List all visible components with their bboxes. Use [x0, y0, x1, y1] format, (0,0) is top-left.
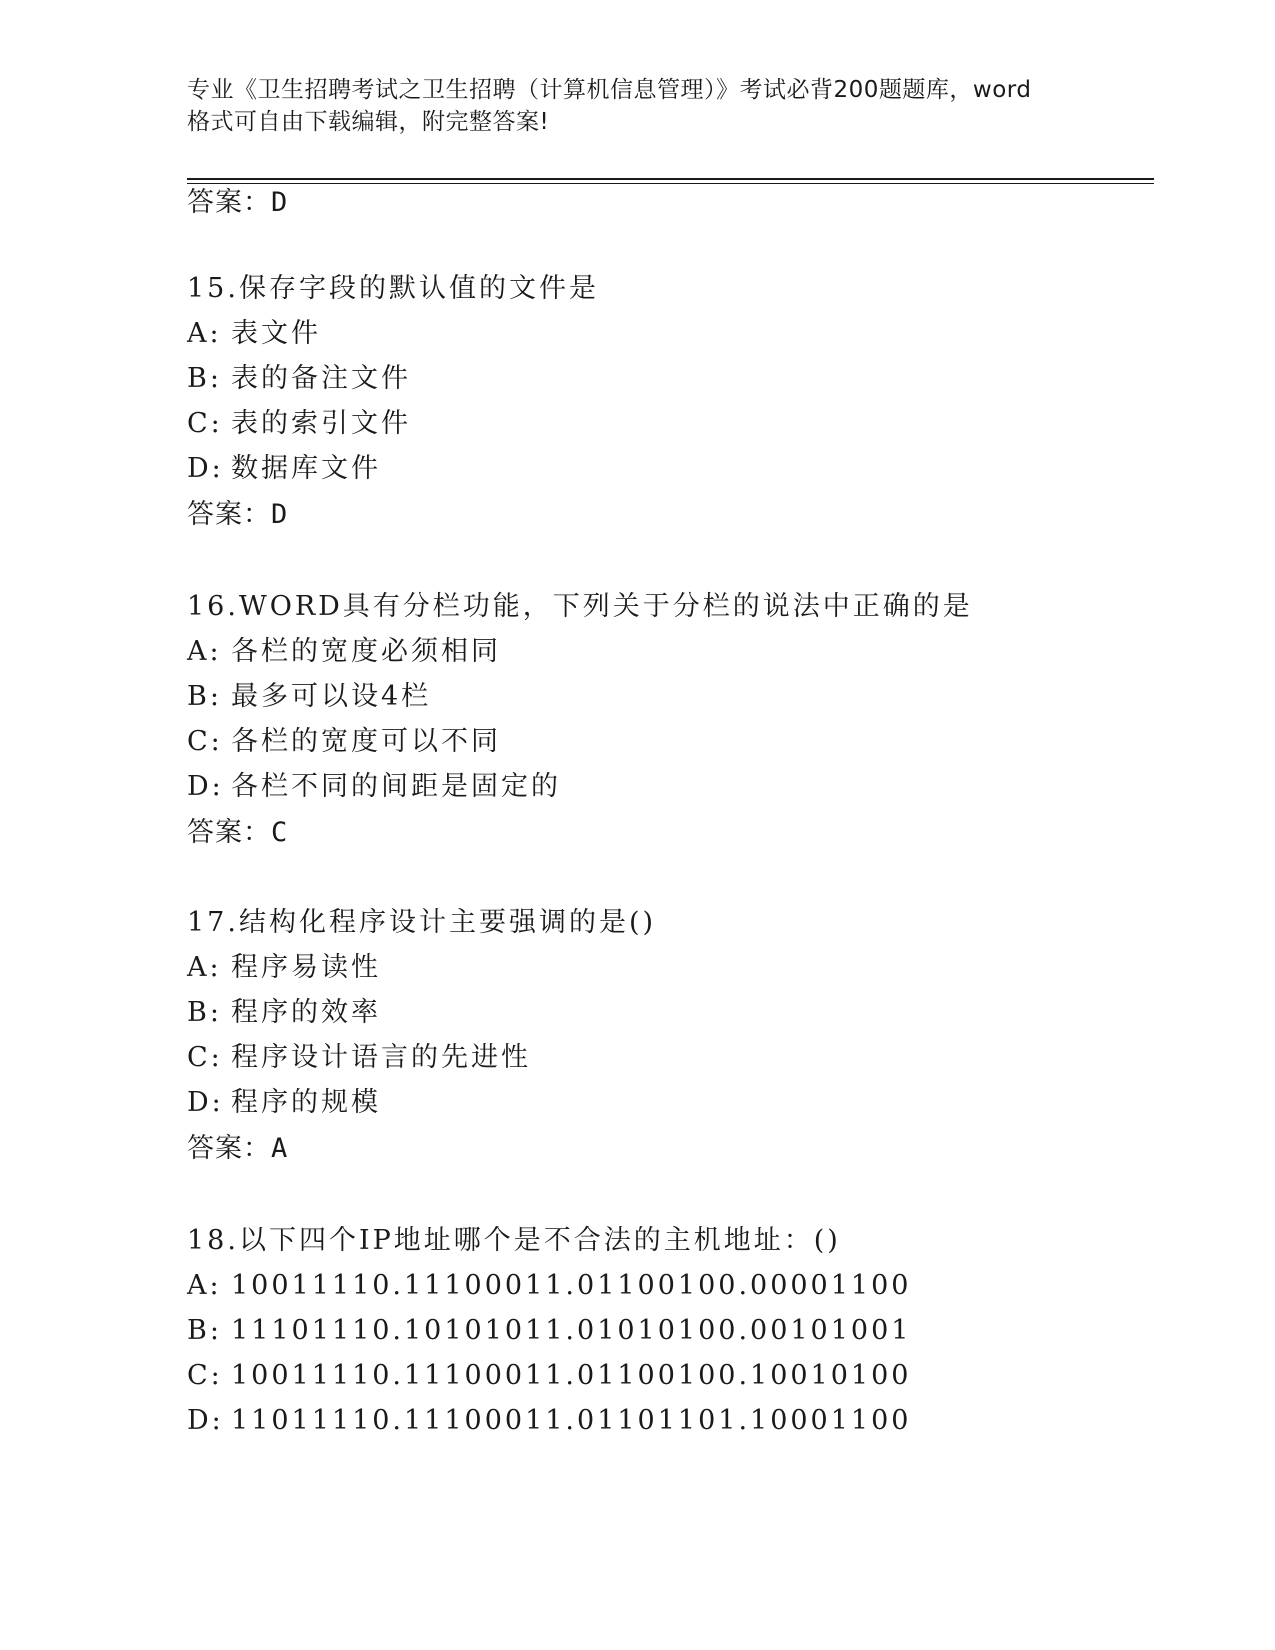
option-text: 11011110.11100011.01101101.10001100 [231, 1405, 912, 1436]
option-b [187, 1314, 911, 1348]
option-label: B: [187, 997, 222, 1028]
option-text: 程序的效率 [231, 997, 381, 1028]
option-text: 表的备注文件 [231, 363, 411, 394]
document-header [187, 74, 1107, 138]
answer-value: D [271, 187, 289, 218]
answer-line [187, 186, 1147, 220]
option-text: 程序易读性 [231, 952, 381, 983]
option-d [187, 1086, 381, 1120]
answer-line [187, 498, 288, 532]
option-a [187, 951, 381, 985]
option-text: 程序设计语言的先进性 [231, 1042, 531, 1073]
answer-line [187, 816, 288, 850]
answer-value: A [271, 1133, 289, 1164]
option-a [187, 635, 501, 669]
answer-line [187, 1132, 288, 1166]
option-text: 11101110.10101011.01010100.00101001 [231, 1315, 912, 1346]
option-d [187, 1404, 911, 1438]
answer-label: 答案： [187, 1133, 271, 1164]
option-c [187, 725, 501, 759]
option-text: 表文件 [231, 318, 321, 349]
option-d [187, 770, 561, 804]
option-label: D: [187, 1087, 224, 1118]
option-label: C: [187, 726, 223, 757]
header-divider-thick [187, 178, 1154, 180]
option-label: A: [187, 952, 222, 983]
option-label: D: [187, 1405, 224, 1436]
answer-label: 答案： [187, 499, 271, 530]
option-label: B: [187, 681, 222, 712]
option-d [187, 452, 381, 486]
option-text: 各栏的宽度必须相同 [231, 636, 501, 667]
option-label: C: [187, 408, 223, 439]
question-title: 15.保存字段的默认值的文件是 [187, 273, 599, 304]
option-a [187, 317, 321, 351]
option-label: C: [187, 1042, 223, 1073]
option-label: D: [187, 771, 224, 802]
option-label: B: [187, 363, 222, 394]
option-text: 10011110.11100011.01100100.10010100 [231, 1360, 912, 1391]
answer-value: C [271, 817, 289, 848]
option-c [187, 407, 411, 441]
option-label: A: [187, 318, 222, 349]
answer-value: D [271, 499, 289, 530]
header-line-1: 专业《卫生招聘考试之卫生招聘（计算机信息管理）》考试必背200题题库，word [187, 77, 1032, 103]
option-b [187, 680, 431, 714]
option-c [187, 1041, 531, 1075]
option-text: 程序的规模 [231, 1087, 381, 1118]
option-text: 10011110.11100011.01100100.00001100 [231, 1270, 912, 1301]
option-label: C: [187, 1360, 223, 1391]
option-b [187, 362, 411, 396]
option-text: 表的索引文件 [231, 408, 411, 439]
option-a [187, 1269, 911, 1303]
option-text: 各栏不同的间距是固定的 [231, 771, 561, 802]
question-title: 17.结构化程序设计主要强调的是() [187, 907, 657, 938]
header-divider-thin [187, 183, 1154, 184]
option-label: D: [187, 453, 224, 484]
option-text: 数据库文件 [231, 453, 381, 484]
option-label: B: [187, 1315, 222, 1346]
option-c [187, 1359, 911, 1393]
option-text: 最多可以设4栏 [231, 681, 432, 712]
question-title: 18.以下四个IP地址哪个是不合法的主机地址：() [187, 1225, 841, 1256]
option-label: A: [187, 1270, 222, 1301]
option-b [187, 996, 381, 1030]
answer-label: 答案： [187, 187, 271, 218]
option-label: A: [187, 636, 222, 667]
question-title: 16.WORD具有分栏功能，下列关于分栏的说法中正确的是 [187, 591, 973, 622]
header-line-2: 格式可自由下载编辑，附完整答案! [187, 109, 550, 135]
answer-label: 答案： [187, 817, 271, 848]
option-text: 各栏的宽度可以不同 [231, 726, 501, 757]
